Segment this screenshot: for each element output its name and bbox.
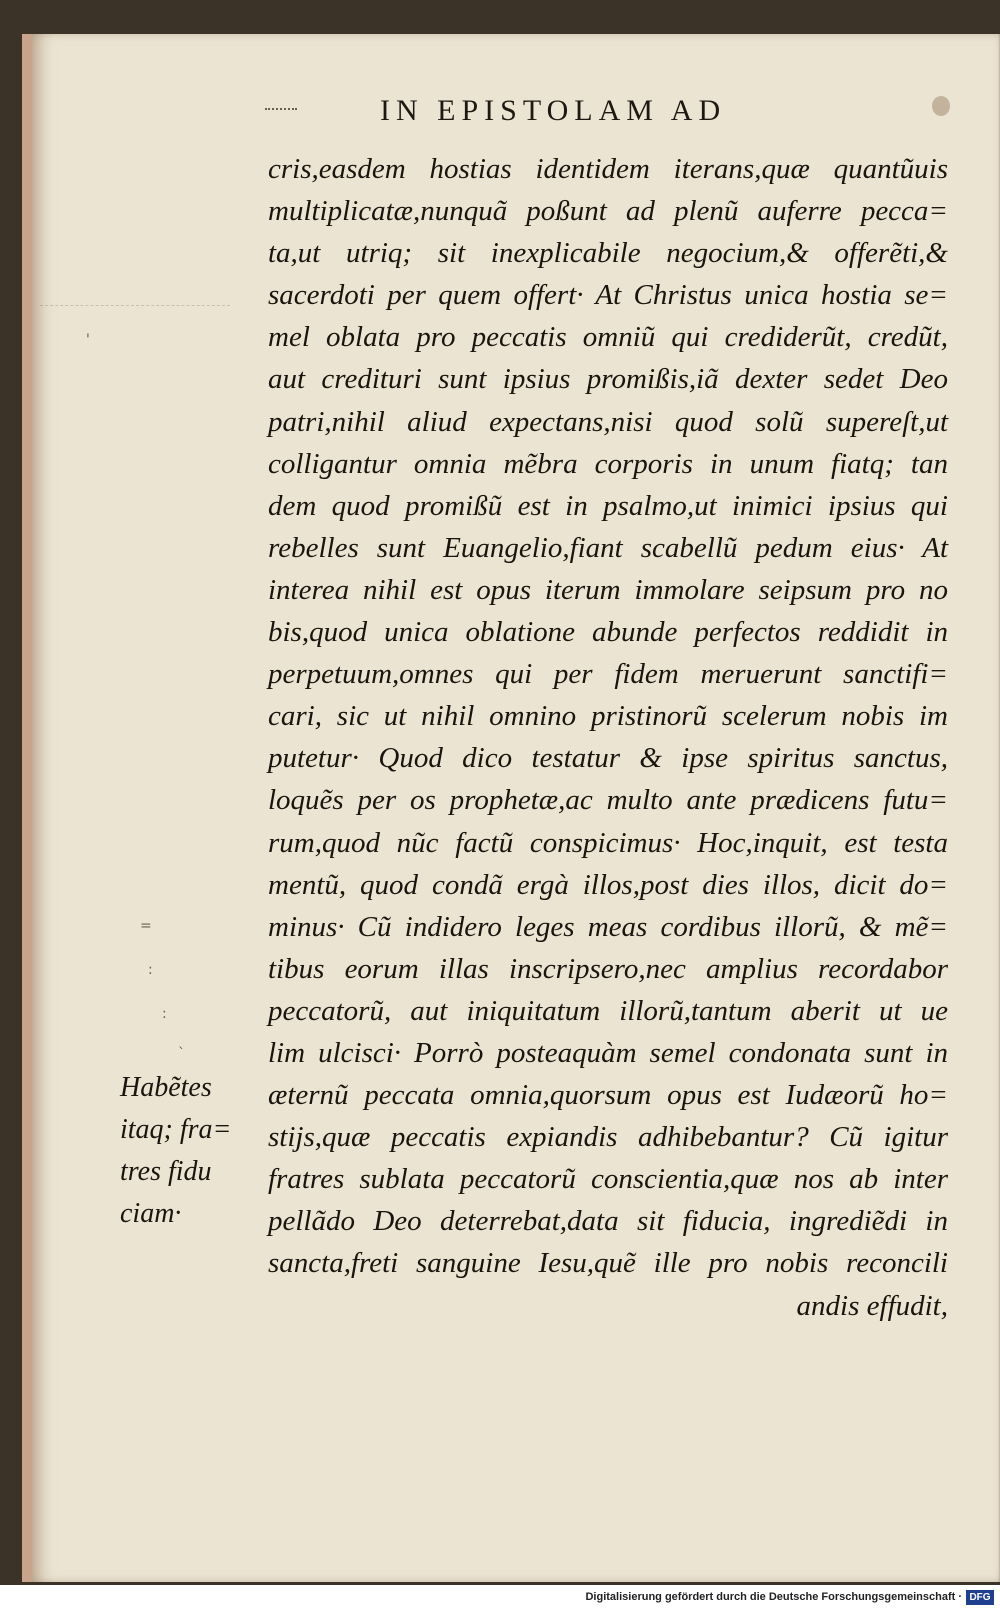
paper-stain xyxy=(932,96,950,116)
text-line: pellãdo Deo deterrebat,data sit fiducia, ingrediẽdi in xyxy=(268,1205,948,1238)
head-ornament xyxy=(265,108,297,116)
text-line: stijs,quæ peccatis expiandis adhibebantur? Cũ igitur xyxy=(268,1121,948,1154)
margin-speck: : xyxy=(162,1006,167,1022)
funding-credit: Digitalisierung gefördert durch die Deutsche Forschungsgemeinschaft · xyxy=(585,1591,962,1603)
margin-speck: = xyxy=(140,918,152,934)
footer-bar xyxy=(0,1587,1000,1611)
text-line: rum,quod nũc factũ conspicimus· Hoc,inquit, est testa xyxy=(268,826,948,859)
text-line: aut credituri sunt ipsius promißis,iã dexter sedet Deo xyxy=(268,363,948,396)
text-line: bis,quod unica oblatione abunde perfectos reddidit in xyxy=(268,616,948,649)
marginal-note xyxy=(120,1067,250,1235)
margin-speck: : xyxy=(148,962,153,978)
text-line: mel oblata pro peccatis omniũ qui crediderũt, credũt, xyxy=(268,321,948,354)
text-line: peccatorũ, aut iniquitatum illorũ,tantum aberit ut ue xyxy=(268,994,948,1027)
text-line: loquẽs per os prophetæ,ac multo ante prædicens futu= xyxy=(268,784,948,817)
text-line: ta,ut utriq; sit inexplicabile negocium,& offerẽti,& xyxy=(268,237,948,270)
text-line: cris,easdem hostias identidem iterans,quæ quantũuis xyxy=(268,153,948,185)
text-line: colligantur omnia mẽbra corporis in unum fiatq; tan xyxy=(268,447,948,480)
faint-rule xyxy=(40,305,230,306)
text-line: fratres sublata peccatorũ conscientia,quæ nos ab inter xyxy=(268,1163,948,1196)
marginal-note-line: Habẽtes xyxy=(120,1072,212,1103)
text-line: interea nihil est opus iterum immolare seipsum pro no xyxy=(268,573,948,606)
text-line: mentũ, quod condã ergà illos,post dies illos, dicit do= xyxy=(268,868,948,901)
body-text xyxy=(268,148,948,1327)
text-line: perpetuum,omnes qui per fidem meruerunt sanctifi= xyxy=(268,658,948,691)
text-line: tibus eorum illas inscripsero,nec amplius recordabor xyxy=(268,952,948,985)
text-line: patri,nihil aliud expectans,nisi quod solũ supereſt,ut xyxy=(268,405,948,438)
text-line: cari, sic ut nihil omnino pristinorũ scelerum nobis im xyxy=(268,700,948,733)
dfg-logo: DFG xyxy=(966,1590,994,1605)
margin-speck: ' xyxy=(86,332,90,348)
text-line: dem quod promißũ est in psalmo,ut inimici ipsius qui xyxy=(268,489,948,522)
text-line: lim ulcisci· Porrò posteaquàm semel condonata sunt in xyxy=(268,1036,948,1069)
text-line: multiplicatæ,nunquã poßunt ad plenũ auferre pecca= xyxy=(268,195,948,228)
margin-speck: ` xyxy=(178,1046,185,1062)
marginal-note-line: ciam· xyxy=(120,1198,182,1229)
text-line: sacerdoti per quem offert· At Christus unica hostia se= xyxy=(268,279,948,312)
text-line: minus· Cũ indidero leges meas cordibus illorũ, & mẽ= xyxy=(268,910,948,943)
marginal-note-line: tres fidu xyxy=(120,1156,212,1187)
text-line: sancta,freti sanguine Iesu,quẽ ille pro nobis reconcili xyxy=(268,1247,948,1280)
marginal-note-line: itaq; fra= xyxy=(120,1114,232,1145)
text-line: andis effudit, xyxy=(796,1289,948,1322)
text-line: putetur· Quod dico testatur & ipse spiritus sanctus, xyxy=(268,742,948,775)
text-line: æternũ peccata omnia,quorsum opus est Iudæorũ ho= xyxy=(268,1079,948,1112)
text-line: rebelles sunt Euangelio,fiant scabellũ pedum eius· At xyxy=(268,531,948,564)
running-head: IN EPISTOLAM AD xyxy=(380,94,727,127)
